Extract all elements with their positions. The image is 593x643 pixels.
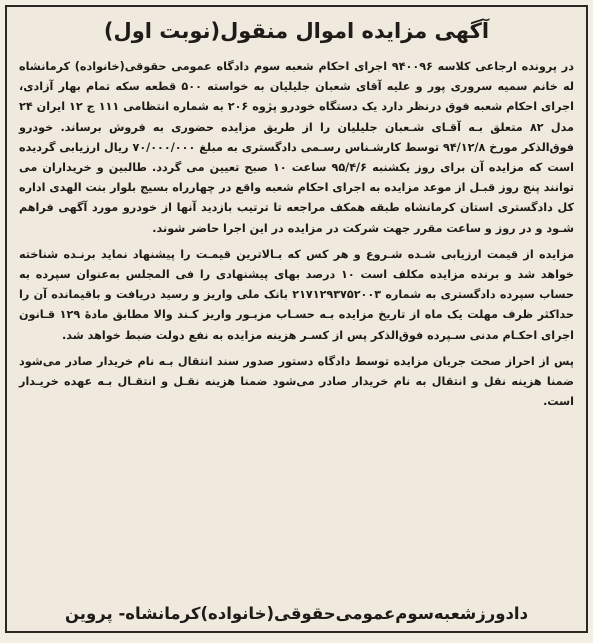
notice-body: [7, 49, 586, 412]
paragraph-transfer-terms: پس از احراز صحت جریان مزایده توسط دادگاه دستور صدور سند انتقال بـه نام خریدار صادر می‌شود ضمنا هزینه نقل و انتقال به نام خریدار صادر می‌شود ضمنا هزینه نقـل و انتقـال بـه عهده خریـدار است.: [19, 354, 574, 409]
signature-line: دادورزشعبه‌سوم‌عمومی‌حقوقی(خانواده)کرمانشاه- پروین: [64, 604, 529, 623]
notice-title: آگهی مزایده اموال منقول(نوبت اول): [103, 19, 490, 43]
paragraph-auction-details: در پرونده ارجاعی کلاسه ۹۴۰۰۹۶ اجرای احکام شعبه سوم دادگاه عمومی حقوقی(خانواده) کرمانشاه له خانم سمیه سروری پور و علیه آقای شعبان جلیلیان به خواسته ۵۰۰ قطعه سکه تمام بهار آزادی، اجرای احکام شعبه فوق درنظر دارد یک دستگاه خودرو پژوه ۲۰۶ به شماره انتظامی ۱۱۱ ج ۱۲ ایران ۲۴ مدل ۸۲ متعلق بـه آقـای شـعبان جلیلیان را از طریق مزایده حضوری به فروش برساند. خودرو فوق‌الذکر مورخ ۹۴/۱۲/۸ توسط کارشـناس رسـمی دادگستری به مبلغ ۷۰/۰۰۰/۰۰۰ ریال ارزیابی گردیده است که مزایده آن برای روز یکشنبه ۹۵/۴/۶ ساعت ۱۰ صبح تعیین می گردد. طالبین و خریداران می توانند پنج روز قبـل از موعد مزایده به اجرای احکام شعبه واقع در چهارراه بسیج بلوار بنت الهدی اداره کل دادگستری استان کرمانشاه طبقه همکف مراجعه تا ترتیب بازدید آنها از خودرو مورد آگهی فراهم شـود و در روز و ساعت مقرر جهت شرکت در مزایده در این اجرا حاضر شوند.: [19, 60, 574, 235]
paragraph-bidding-terms: مزایده از قیمت ارزیابی شـده شـروع و هر کس که بـالاترین قیمـت را پیشنهاد نماید برنـده شناخته خواهد شد و برنده مزایده مکلف است ۱۰ درصد بهای پیشنهادی را فی المجلس به‌عنوان سپرده به حساب سپرده دادگستری به شماره ۲۱۷۱۲۹۳۷۵۲۰۰۳ بانک ملی واریز و رسید دریافت و باقیمانده آن را حداکثر ظرف مهلت یک ماه از تاریخ مزایده بـه حسـاب مزبـور واریز کـند والا مطابق مادهٔ ۱۲۹ قـانون اجرای احکـام مدنی سـپرده فوق‌الذکر پس از کسـر هزینه مزایده به نفع دولت ضبط خواهد شد.: [19, 247, 574, 342]
notice-box: [5, 5, 588, 633]
